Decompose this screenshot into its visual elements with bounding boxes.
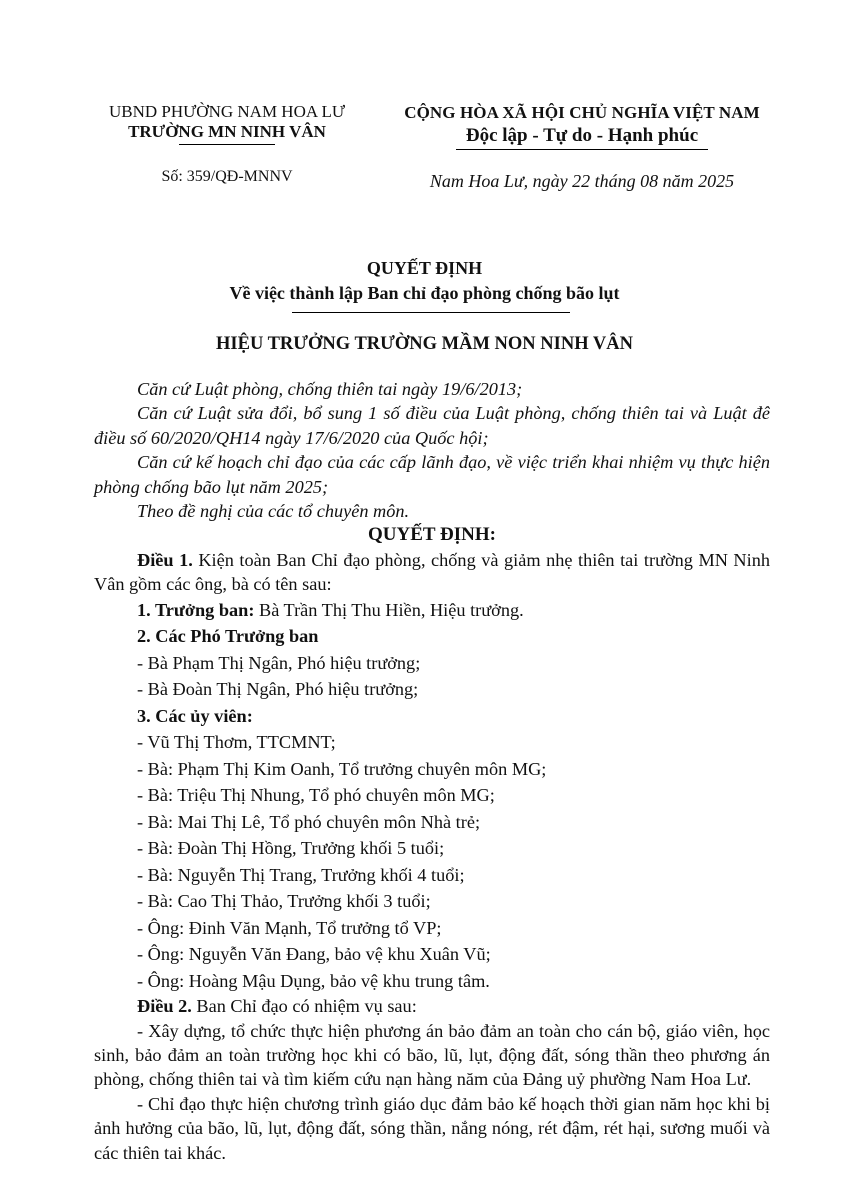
- school-name: TRƯỜNG MN NINH VÂN: [128, 122, 326, 141]
- deputy-item: - Bà Đoàn Thị Ngân, Phó hiệu trưởng;: [137, 679, 419, 700]
- national-motto: Độc lập - Tự do - Hạnh phúc: [465, 125, 699, 146]
- duty-item: - Chỉ đạo thực hiện chương trình giáo dục đảm bảo kế hoạch thời gian năm học khi bị ảnh hưởng của bão, lũ, lụt, động đất, sóng thần, nắng nóng, rét đậm, rét hại, sương muối và các thiên tai khác.: [94, 1093, 770, 1163]
- school-underline: [179, 144, 275, 145]
- member-item: - Bà: Cao Thị Thảo, Trưởng khối 3 tuổi;: [137, 891, 431, 912]
- member-item: - Bà: Nguyễn Thị Trang, Trưởng khối 4 tuổi;: [137, 864, 465, 885]
- member-item: - Bà: Phạm Thị Kim Oanh, Tổ trưởng chuyên môn MG;: [137, 758, 547, 779]
- preamble-line: Căn cứ Luật phòng, chống thiên tai ngày 19/6/2013;: [137, 379, 523, 399]
- head-label: 1. Trưởng ban:: [137, 599, 255, 620]
- head-of-board: [94, 597, 770, 624]
- deputies-label: 2. Các Phó Trưởng ban: [137, 626, 319, 647]
- head-text: Bà Trần Thị Thu Hiền, Hiệu trưởng.: [254, 599, 524, 620]
- member-item: - Vũ Thị Thơm, TTCMNT;: [137, 732, 336, 753]
- issuer-title: HIỆU TRƯỞNG TRƯỜNG MẦM NON NINH VÂN: [216, 334, 633, 354]
- place-date: Nam Hoa Lư, ngày 22 tháng 08 năm 2025: [429, 171, 735, 191]
- member-item: - Bà: Đoàn Thị Hồng, Trưởng khối 5 tuổi;: [137, 838, 445, 859]
- article-2: [94, 994, 770, 1018]
- document-number: Số: 359/QĐ-MNNV: [161, 168, 293, 185]
- article-1: [94, 548, 770, 597]
- document-body: [94, 377, 770, 1165]
- article-2-label: Điều 2.: [137, 996, 192, 1017]
- members-label: 3. Các ủy viên:: [137, 705, 253, 726]
- article-1-text: Kiện toàn Ban Chỉ đạo phòng, chống và giảm nhẹ thiên tai trường MN Ninh Vân gồm các ông, bà có tên sau:: [94, 549, 770, 595]
- subject-underline: [292, 312, 570, 313]
- preamble-line: Căn cứ Luật sửa đổi, bổ sung 1 số điều của Luật phòng, chống thiên tai và Luật đê điều số 60/2020/QH14 ngày 17/6/2020 của Quốc hội;: [94, 403, 770, 448]
- article-1-label: Điều 1.: [137, 549, 193, 570]
- article-2-text: Ban Chỉ đạo có nhiệm vụ sau:: [191, 996, 417, 1017]
- preamble-line: Theo đề nghị của các tổ chuyên môn.: [137, 501, 410, 522]
- duty-item: - Xây dựng, tổ chức thực hiện phương án bảo đảm an toàn cho cán bộ, giáo viên, học sinh, bảo đảm an toàn trường học khi có bão, lũ, lụt, động đất, sóng thần theo phương án phòng, chống thiên tai và tìm kiếm cứu nạn hàng năm của Đảng uỷ phường Nam Hoa Lư.: [94, 1020, 770, 1090]
- document-type: QUYẾT ĐỊNH: [366, 258, 483, 278]
- preamble-line: Căn cứ kế hoạch chỉ đạo của các cấp lãnh đạo, về việc triển khai nhiệm vụ thực hiện phòng chống bão lụt năm 2025;: [94, 452, 770, 497]
- deputy-item: - Bà Phạm Thị Ngân, Phó hiệu trưởng;: [137, 652, 421, 673]
- motto-underline: [456, 149, 708, 150]
- member-item: - Ông: Đinh Văn Mạnh, Tổ trưởng tổ VP;: [137, 917, 442, 938]
- decision-heading: QUYẾT ĐỊNH:: [368, 524, 496, 546]
- authority-name: UBND PHƯỜNG NAM HOA LƯ: [108, 102, 346, 121]
- member-item: - Bà: Mai Thị Lê, Tổ phó chuyên môn Nhà trẻ;: [137, 811, 481, 832]
- issuer-block: [92, 102, 362, 187]
- member-item: - Ông: Nguyễn Văn Đang, bảo vệ khu Xuân Vũ;: [137, 944, 491, 965]
- document-subject: Về việc thành lập Ban chỉ đạo phòng chống bão lụt: [229, 283, 620, 303]
- nation-name: CỘNG HÒA XÃ HỘI CHỦ NGHĨA VIỆT NAM: [404, 103, 760, 122]
- member-item: - Bà: Triệu Thị Nhung, Tổ phó chuyên môn MG;: [137, 785, 495, 806]
- national-motto-block: [372, 102, 792, 192]
- member-item: - Ông: Hoàng Mậu Dụng, bảo vệ khu trung tâm.: [137, 970, 490, 991]
